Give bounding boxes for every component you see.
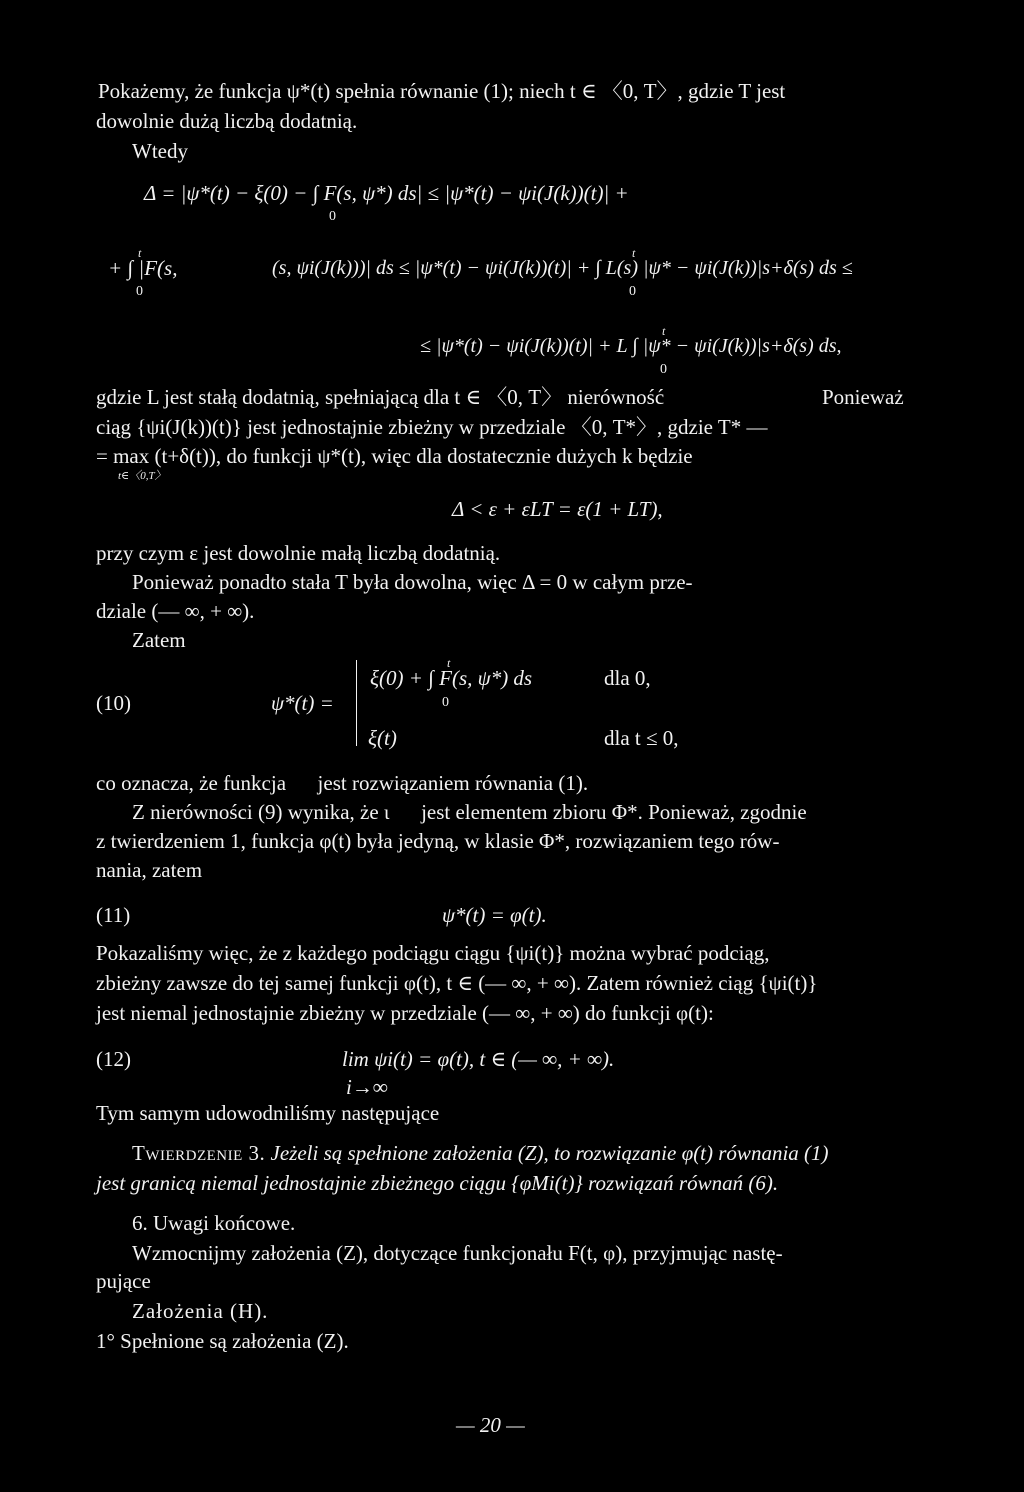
equation-inequality: ≤ |ψ*(t) − ψi(J(k))(t)| + L ∫ |ψ* − ψi(J(k))|s+δ(s) ds, — [420, 335, 842, 357]
equation-limit-label: 0 — [329, 209, 336, 224]
equation-10-lhs: ψ*(t) = — [271, 691, 334, 715]
limit-subscript: i→∞ — [346, 1075, 388, 1099]
paragraph-line: nania, zatem — [96, 858, 203, 882]
paragraph-line: Z nierówności (9) wynika, że ι jest elementem zbioru Φ*. Ponieważ, zgodnie — [132, 800, 807, 824]
paragraph-line: Zatem — [132, 628, 186, 652]
theorem-line — [132, 1140, 829, 1166]
integral-lower-limit: 0 — [660, 362, 667, 377]
integral-upper-limit: t — [632, 246, 636, 260]
section-heading: 6. Uwagi końcowe. — [132, 1211, 296, 1235]
case-brace — [356, 660, 357, 746]
integral-upper-limit: t — [447, 656, 451, 670]
page-number: — 20 — — [456, 1413, 525, 1437]
theorem-text: Jeżeli są spełnione założenia (Z), to rozwiązanie φ(t) równania (1) — [270, 1141, 829, 1165]
paragraph-line: z twierdzeniem 1, funkcja φ(t) była jedyną, w klasie Φ*, rozwiązaniem tego rów- — [96, 829, 780, 853]
paragraph-line: = max (t+δ(t)), do funkcji ψ*(t), więc dla dostatecznie dużych k będzie — [96, 444, 693, 468]
max-subscript: t∈〈0,T〉 — [118, 470, 166, 482]
equation-10-case2-condition: dla t ≤ 0, — [604, 726, 679, 750]
equation-10-case2: ξ(t) — [368, 726, 397, 750]
equation-integral-part-b: (s, ψi(J(k)))| ds ≤ |ψ*(t) − ψi(J(k))(t)| + ∫ L(s) |ψ* − ψi(J(k))|s+δ(s) ds ≤ — [272, 257, 853, 279]
paragraph-line: Wtedy — [132, 139, 188, 163]
paragraph-line: dziale (— ∞, + ∞). — [96, 599, 255, 623]
paragraph-line: Pokazaliśmy więc, że z każdego podciągu ciągu {ψi(t)} można wybrać podciąg, — [96, 941, 770, 965]
paragraph-line: Ponieważ — [822, 385, 904, 409]
equation-number: (11) — [96, 903, 131, 927]
equation-10-case1: ξ(0) + ∫ F(s, ψ*) ds — [370, 666, 533, 690]
integral-lower-limit: 0 — [136, 284, 143, 299]
equation-12: lim ψi(t) = φ(t), t ∈ (— ∞, + ∞). — [342, 1047, 615, 1071]
integral-lower-limit: 0 — [442, 695, 449, 710]
equation-11: ψ*(t) = φ(t). — [442, 903, 547, 927]
paragraph-line: gdzie L jest stałą dodatnią, spełniającą dla t ∈ 〈0, T〉 nierówność — [96, 385, 665, 409]
paragraph-line: ciąg {ψi(J(k))(t)} jest jednostajnie zbieżny w przedziale 〈0, T*〉, gdzie T* — — [96, 415, 768, 439]
paragraph-line: dowolnie dużą liczbą dodatnią. — [96, 109, 358, 133]
equation-number: (12) — [96, 1047, 131, 1071]
paragraph-line: co oznacza, że funkcja jest rozwiązaniem równania (1). — [96, 771, 589, 795]
equation-delta: Δ = |ψ*(t) − ξ(0) − ∫ F(s, ψ*) ds| ≤ |ψ*(t) − ψi(J(k))(t)| + — [144, 181, 629, 205]
paragraph-line: przy czym ε jest dowolnie małą liczbą dodatnią. — [96, 541, 501, 565]
paragraph-line: jest niemal jednostajnie zbieżny w przedziale (— ∞, + ∞) do funkcji φ(t): — [96, 1001, 714, 1025]
paragraph-line: Pokażemy, że funkcja ψ*(t) spełnia równanie (1); niech t ∈ 〈0, T〉, gdzie T jest — [98, 79, 786, 103]
equation-epsilon: Δ < ε + εLT = ε(1 + LT), — [452, 497, 663, 521]
paragraph-line: zbieżny zawsze do tej samej funkcji φ(t), t ∈ (— ∞, + ∞). Zatem również ciąg {ψi(t)} — [96, 971, 818, 995]
equation-number: (10) — [96, 691, 131, 715]
integral-upper-limit: t — [138, 246, 142, 260]
paragraph-line: Tym samym udowodniliśmy następujące — [96, 1101, 440, 1125]
paragraph-line: pujące — [96, 1269, 151, 1293]
theorem-label: Twierdzenie 3. — [132, 1141, 266, 1165]
integral-upper-limit: t — [662, 324, 666, 338]
subheading: Założenia (H). — [132, 1299, 269, 1323]
integral-lower-limit: 0 — [629, 284, 636, 299]
equation-integral-part-a: + ∫ |F(s, — [108, 256, 178, 280]
equation-10-case1-condition: dla 0, — [604, 666, 651, 690]
paragraph-line: Ponieważ ponadto stała T była dowolna, więc Δ = 0 w całym prze- — [132, 570, 693, 594]
theorem-line: jest granicą niemal jednostajnie zbieżnego ciągu {φMi(t)} rozwiązań równań (6). — [96, 1171, 779, 1195]
paragraph-line: 1° Spełnione są założenia (Z). — [96, 1329, 349, 1353]
paragraph-line: Wzmocnijmy założenia (Z), dotyczące funkcjonału F(t, φ), przyjmując nastę- — [132, 1241, 783, 1265]
